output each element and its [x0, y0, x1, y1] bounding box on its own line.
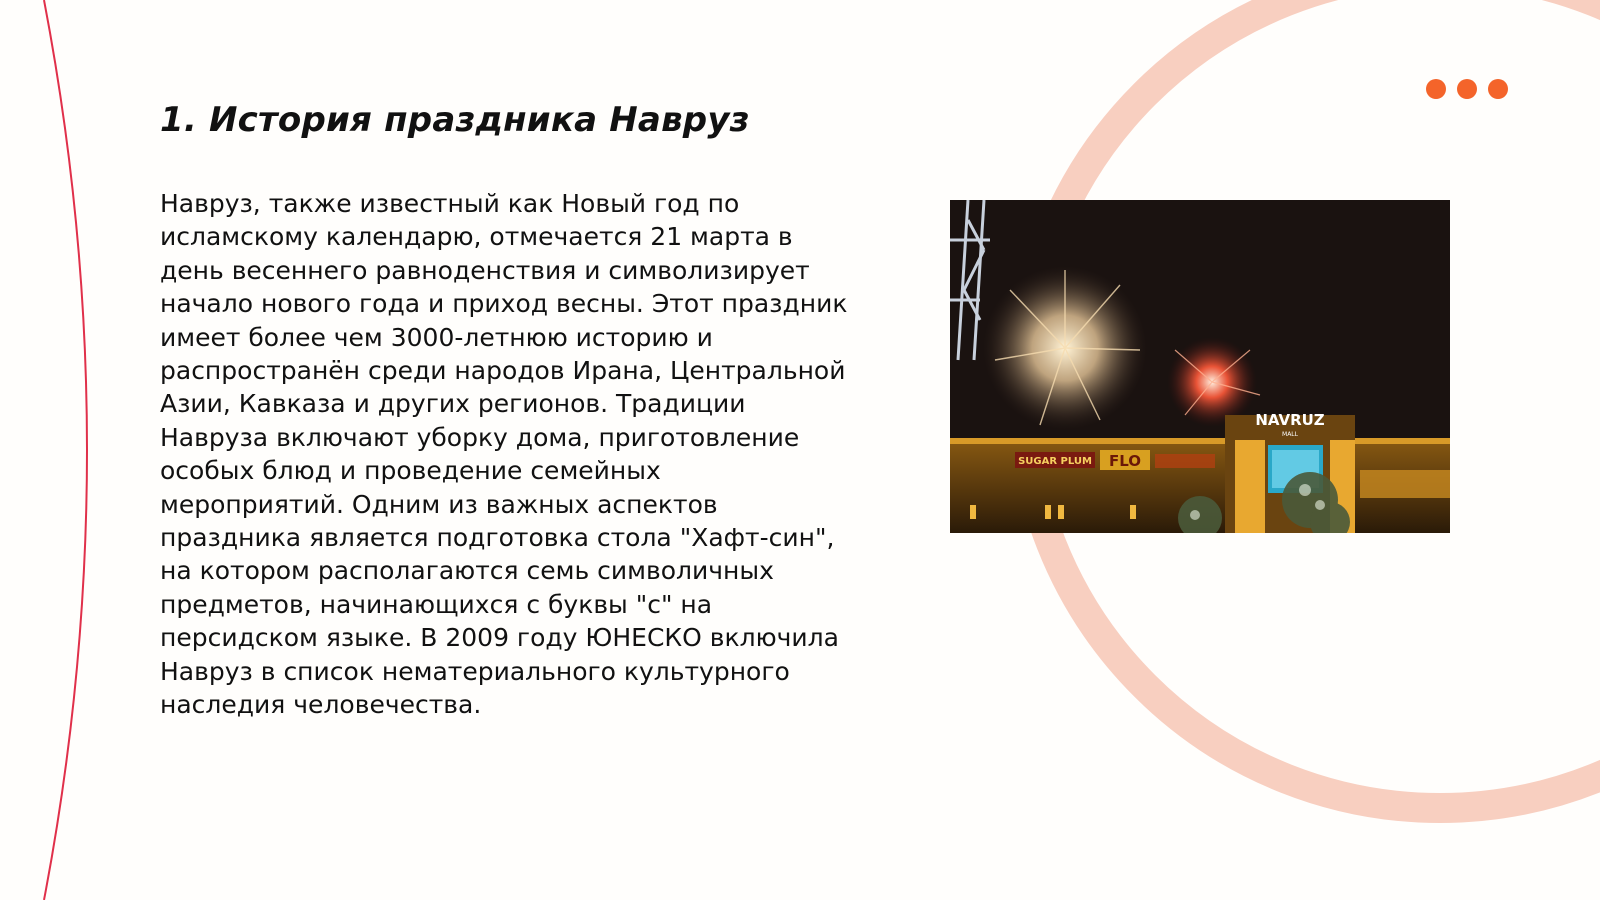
navruz-mall-fireworks-photo [950, 200, 1450, 533]
menu-dots-icon [1426, 79, 1508, 99]
dot [1426, 79, 1446, 99]
navruz-sign: NAVRUZ [1255, 411, 1325, 429]
dot [1488, 79, 1508, 99]
left-curve-line [44, 0, 87, 900]
store-sign-sugar-plum: SUGAR PLUM [1018, 456, 1092, 467]
slide-title: 1. История праздника Навруз [160, 100, 750, 140]
store-sign-flo: FLO [1108, 452, 1142, 470]
mall-sign: MALL [1282, 431, 1298, 438]
dot [1457, 79, 1477, 99]
slide-body-text: Навруз, также известный как Новый год по исламскому календарю, отмечается 21 марта в день весеннего равноденствия и символизирует начало нового года и приход весны. Этот праздник имеет более чем 3000-летнюю историю и распространён среди народов Ирана, Центральной Азии, Кавказа и других регионов. Традиции Навруза включают уборку дома, приготовление особых блюд и проведение семейных мероприятий. Одним из важных аспектов праздника является подготовка стола "Хафт-син", на котором располагаются семь символичных предметов, начинающихся с буквы "с" на персидском языке. В 2009 году ЮНЕСКО включила Навруз в список нематериального культурного наследия человечества. [160, 189, 848, 720]
